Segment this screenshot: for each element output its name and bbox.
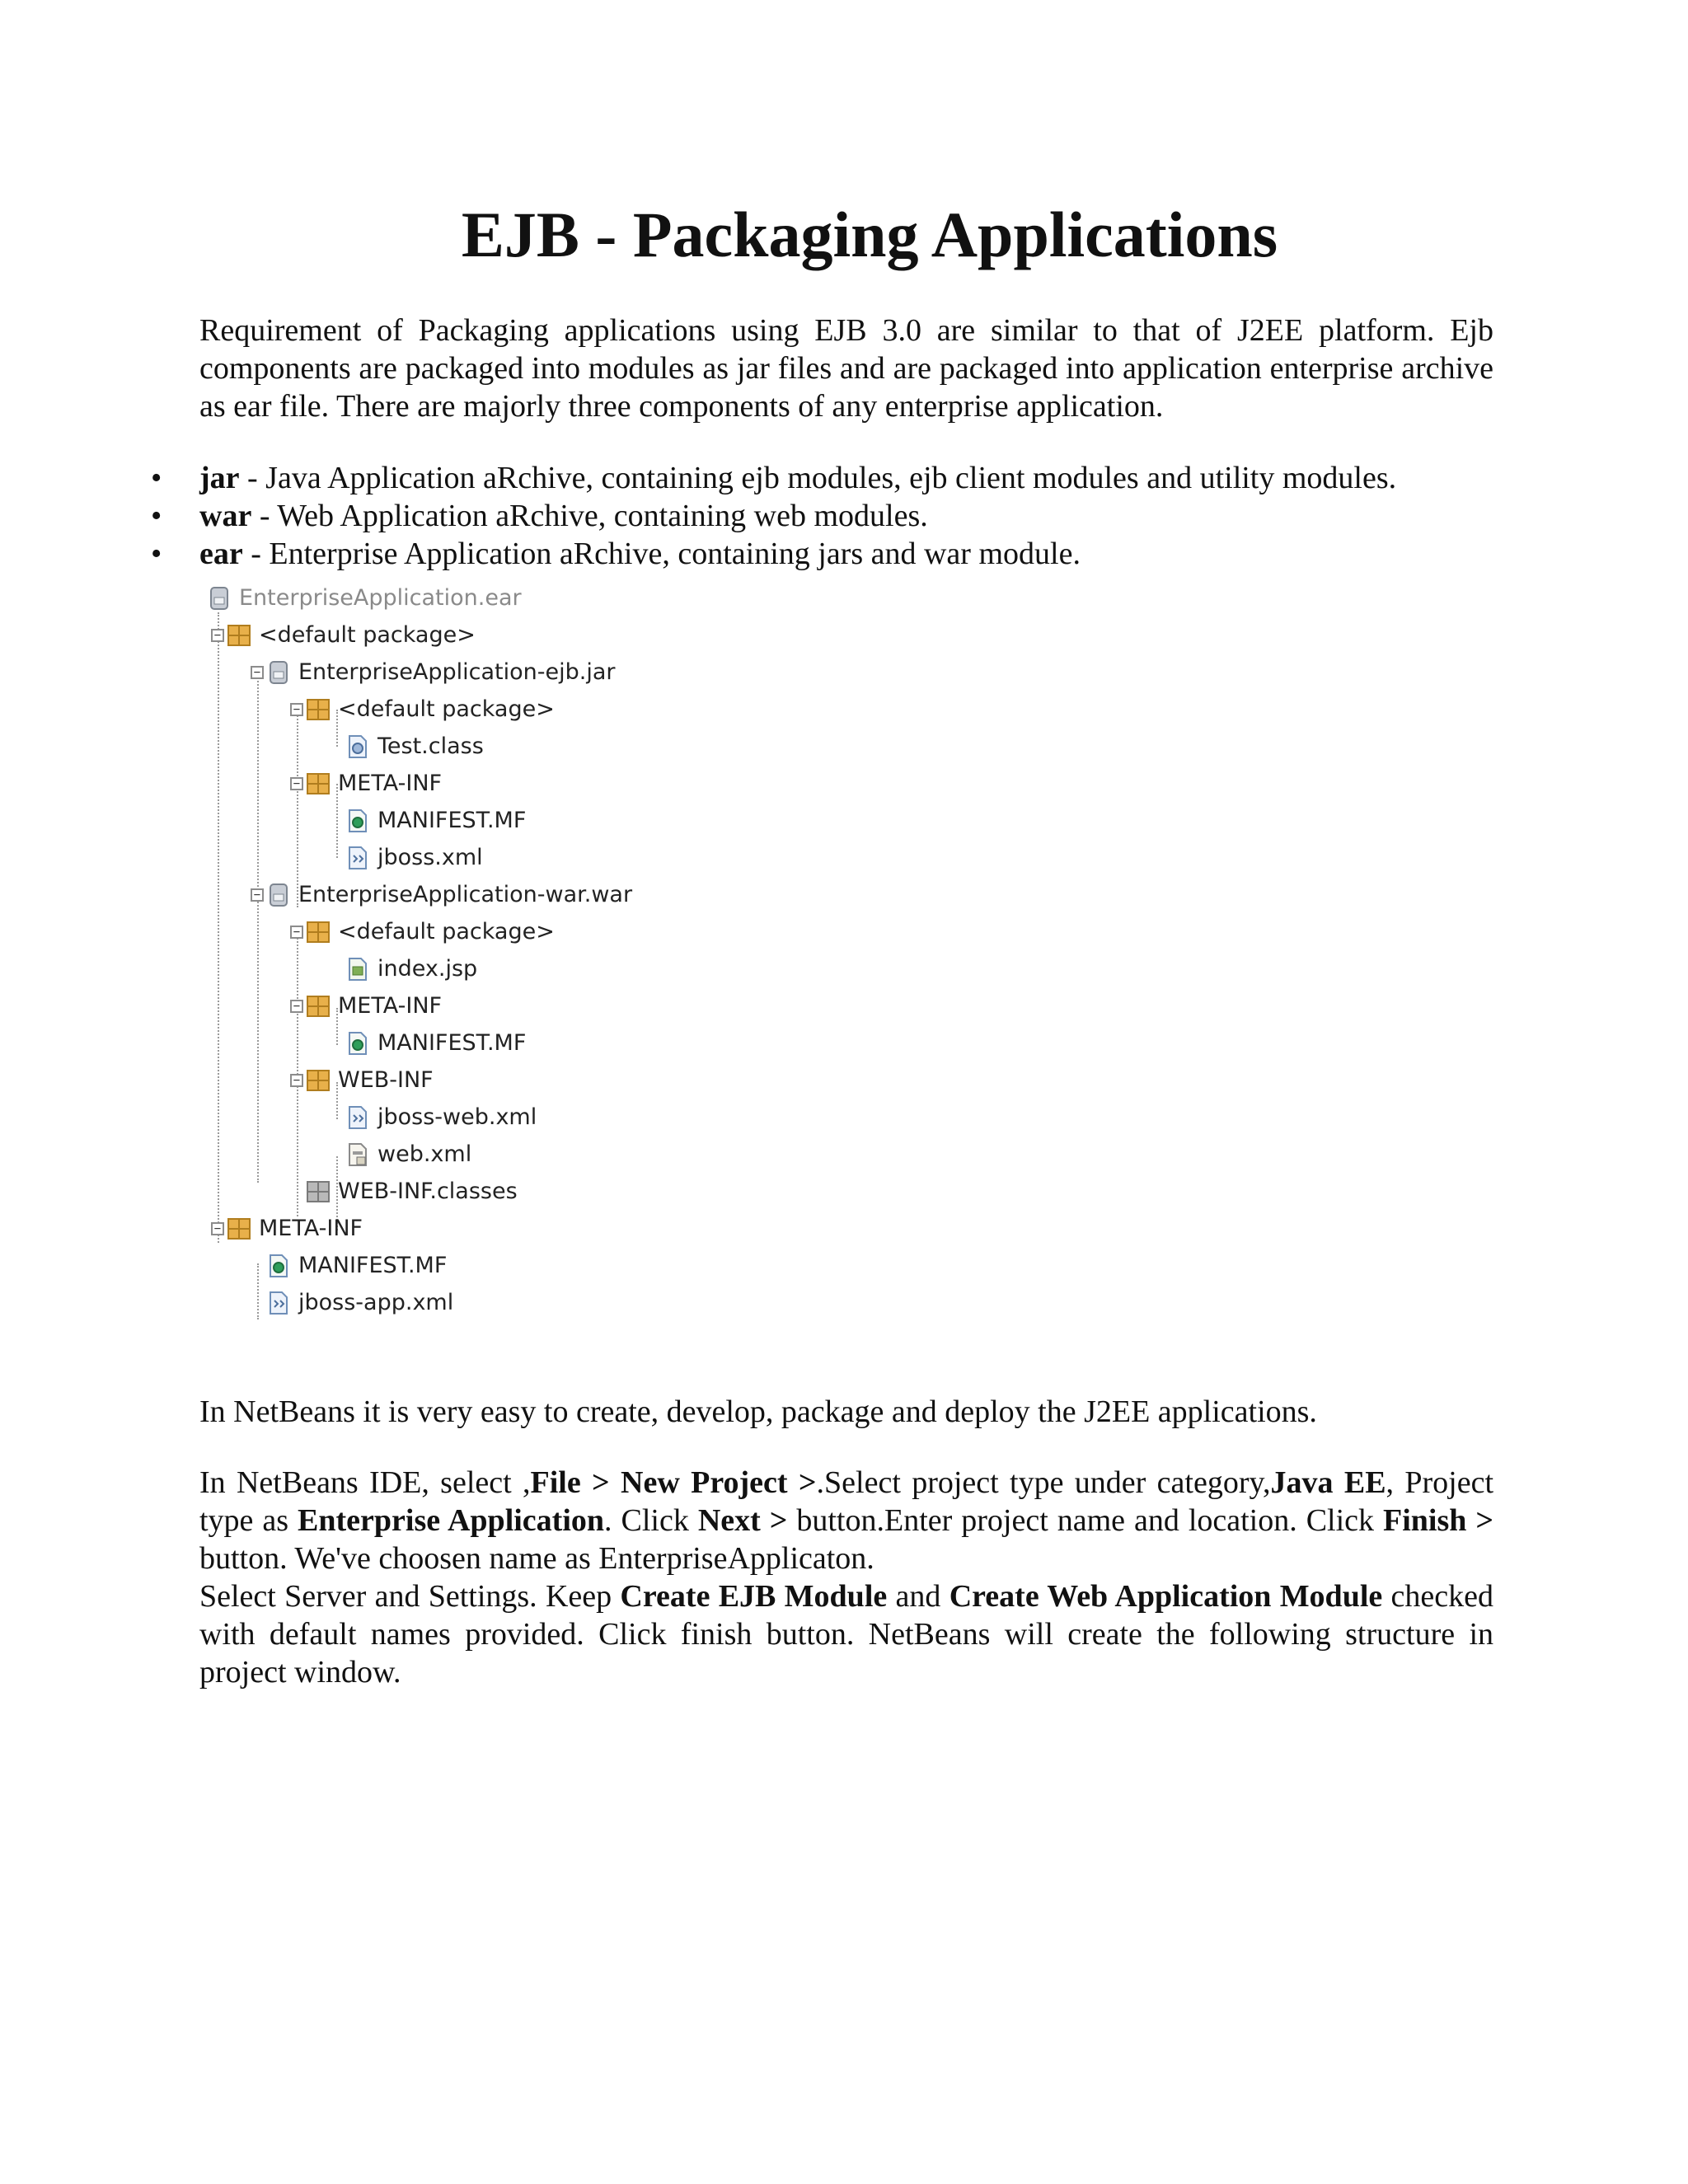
tree-node-label: jboss.xml [377,845,483,870]
tree-node-label: WEB-INF [338,1067,434,1093]
package-icon [226,621,252,649]
bullet-icon: • [151,537,162,571]
tree-node-test-class[interactable] [325,728,484,765]
package-icon [305,696,331,724]
tree-node-label: Test.class [377,733,484,759]
bullet-text: - Java Application aRchive, containing ejb modules, ejb client modules and utility modules. [239,461,1397,495]
tree-node-label: MANIFEST.MF [298,1253,448,1278]
tree-node-meta-inf[interactable] [285,765,442,802]
collapse-icon[interactable]: − [290,777,303,790]
tree-node-web-inf[interactable] [285,1062,434,1099]
bullet-text: - Web Application aRchive, containing web modules. [251,499,928,533]
web-xml-icon [345,1141,371,1169]
netbeans-steps-paragraph [199,1464,1493,1577]
bullet-icon: • [151,461,162,495]
collapse-icon[interactable]: − [211,1222,224,1235]
page-title: EJB - Packaging Applications [461,199,1278,270]
tree-node-label: EnterpriseApplication-war.war [298,882,633,907]
bullet-term: ear [199,537,243,571]
tree-node-label: web.xml [377,1141,472,1167]
collapse-icon[interactable]: − [211,629,224,642]
jsp-file-icon [345,955,371,983]
next-button-reference: Next > [697,1503,788,1538]
xml-file-icon [265,1289,292,1317]
tree-node-jboss-web-xml[interactable] [325,1099,537,1136]
netbeans-intro-paragraph: In NetBeans it is very easy to create, develop, package and deploy the J2EE applications. [199,1394,1317,1429]
tree-node-label: META-INF [259,1216,363,1241]
project-type-enterprise-application: Enterprise Application [298,1503,605,1538]
bullet-icon: • [151,499,162,533]
tree-node-war[interactable] [246,876,632,913]
create-ejb-module-reference: Create EJB Module [620,1579,888,1614]
text-run: Select Server and Settings. Keep [199,1579,621,1614]
collapse-icon[interactable]: − [290,926,303,939]
archive-icon [206,584,232,612]
tree-node-label: jboss-web.xml [377,1104,537,1130]
category-java-ee: Java EE [1270,1465,1386,1500]
tree-node-label: MANIFEST.MF [377,1030,527,1056]
bullet-term: war [199,499,252,533]
xml-file-icon [345,1104,371,1132]
finish-button-reference: Finish > [1383,1503,1494,1538]
text-run: In NetBeans IDE, select , [199,1465,531,1500]
tree-node-manifest[interactable] [325,802,526,839]
manifest-icon [265,1252,292,1280]
tree-connector [218,612,219,1243]
server-settings-paragraph [199,1577,1493,1691]
collapse-icon[interactable]: − [251,888,264,902]
text-run: .Select project type under category, [816,1465,1271,1500]
tree-node-label: index.jsp [377,956,478,982]
package-icon [305,992,331,1020]
collapse-icon[interactable]: − [251,666,264,679]
text-run: button. We've choosen name as EnterpriseApplicaton. [199,1541,874,1576]
xml-file-icon [345,844,371,872]
class-file-icon [345,733,371,761]
manifest-icon [345,807,371,835]
tree-node-manifest[interactable] [325,1024,526,1062]
tree-connector [257,672,259,1183]
tree-node-jboss-app-xml[interactable] [246,1284,453,1321]
intro-paragraph: Requirement of Packaging applications using EJB 3.0 are similar to that of J2EE platform. Ejb components are packaged into modules as jar files and are packaged into application enterprise archive as ear file. There are majorly three components of any enterprise application. [199,313,1493,424]
text-run: button.Enter project name and location. Click [787,1503,1383,1538]
archive-type-list [0,459,1688,573]
tree-node-label: WEB-INF.classes [338,1179,518,1204]
collapse-icon[interactable]: − [290,1000,303,1013]
bullet-text: - Enterprise Application aRchive, containing jars and war module. [242,537,1081,571]
tree-node-index-jsp[interactable] [325,950,477,987]
tree-node-ear[interactable] [206,579,522,616]
tree-node-default-package[interactable] [285,691,555,728]
menu-path-file-new-project: File > New Project > [530,1465,817,1500]
empty-package-icon [305,1178,331,1206]
list-item-jar [0,459,1688,497]
collapse-icon[interactable]: − [290,703,303,716]
tree-node-meta-inf[interactable] [285,987,442,1024]
tree-node-manifest[interactable] [246,1247,447,1284]
jar-icon [265,658,292,687]
manifest-icon [345,1029,371,1057]
package-icon [226,1215,252,1243]
tree-node-label: META-INF [338,993,443,1019]
project-structure-tree [206,579,651,1329]
list-item-ear [0,535,1688,573]
tree-node-label: <default package> [338,696,555,722]
tree-node-label: <default package> [338,919,555,944]
tree-node-label: EnterpriseApplication-ejb.jar [298,659,616,685]
tree-node-meta-inf[interactable] [206,1210,363,1247]
bullet-term: jar [199,461,240,495]
tree-node-jboss-xml[interactable] [325,839,483,876]
tree-node-label: EnterpriseApplication.ear [239,585,522,611]
tree-node-web-inf-classes[interactable] [285,1173,518,1210]
package-icon [305,1066,331,1094]
tree-node-ejb-jar[interactable] [246,654,615,691]
tree-node-label: jboss-app.xml [298,1290,454,1315]
tree-node-default-package[interactable] [206,616,476,654]
tree-node-label: MANIFEST.MF [377,808,527,833]
list-item-war [0,497,1688,535]
create-web-application-module-reference: Create Web Application Module [949,1579,1383,1614]
tree-node-label: <default package> [259,622,476,648]
collapse-icon[interactable]: − [290,1074,303,1087]
text-run: checked with default names provided. Click finish button. NetBeans will create the following structure in project window. [199,1579,1493,1690]
tree-node-label: META-INF [338,771,443,796]
tree-node-default-package[interactable] [285,913,555,950]
text-run: and [887,1579,950,1614]
text-run: , Project type as [199,1465,1494,1538]
war-icon [265,881,292,909]
package-icon [305,770,331,798]
package-icon [305,918,331,946]
text-run: . Click [604,1503,698,1538]
tree-node-web-xml[interactable] [325,1136,471,1173]
